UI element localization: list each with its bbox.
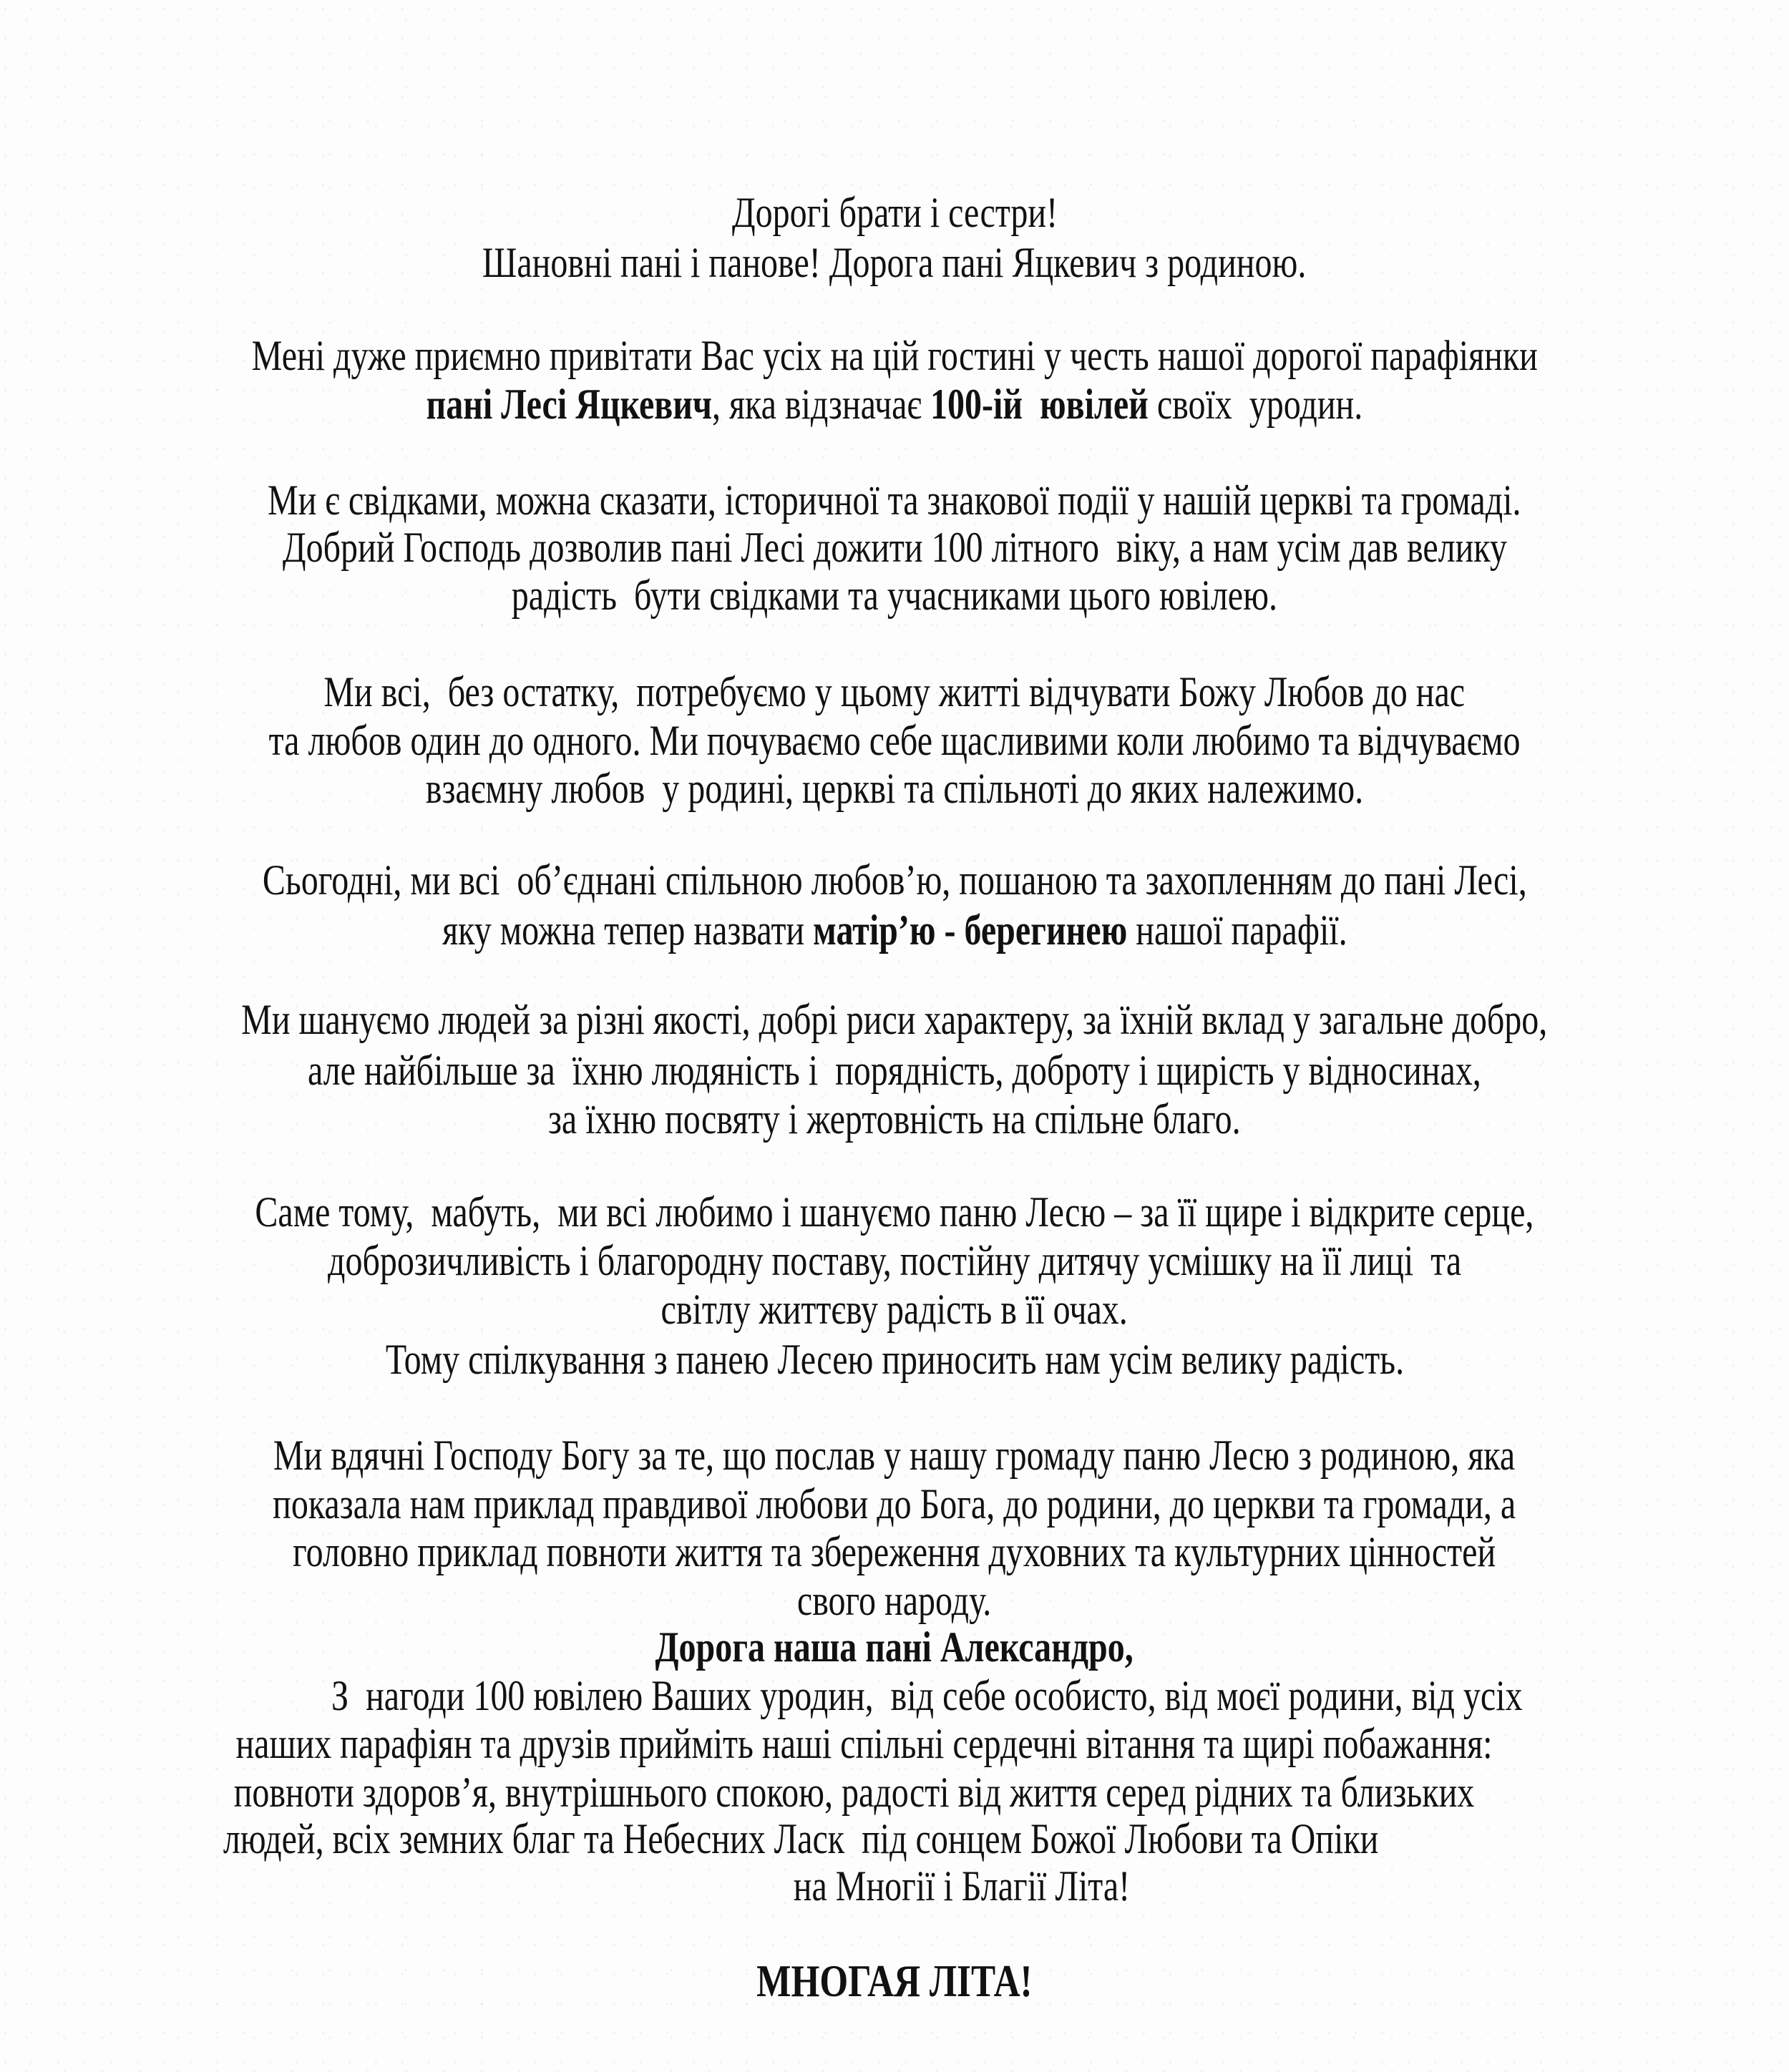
paragraph-5-line-2 — [0, 1045, 1789, 1095]
greeting-text-1: Дорогі брати і сестри! — [731, 189, 1058, 236]
paragraph-text: Саме тому, мабуть, ми всі любимо і шануємо паню Лесю – за її щире і відкрите серце, — [255, 1188, 1534, 1236]
paragraph-text: за їхню посвяту і жертовність на спільне благо. — [548, 1095, 1241, 1143]
paragraph-3-line-1 — [0, 667, 1789, 717]
paragraph-4-line-1 — [0, 855, 1789, 905]
address-line — [0, 1622, 1789, 1672]
paragraph-5-line-3 — [0, 1094, 1789, 1144]
paragraph-7-line-2 — [0, 1479, 1789, 1529]
paragraph-4-line-2 — [0, 905, 1789, 955]
closing-text: МНОГАЯ ЛІТА! — [756, 1955, 1033, 2006]
paragraph-text: Тому спілкування з панею Лесею приносить нам усім велику радість. — [385, 1336, 1404, 1383]
paragraph-2-line-2 — [0, 522, 1789, 572]
paragraph-text: Добрий Господь дозволив пані Лесі дожити 100 літного віку, а нам усім дав велику — [282, 524, 1507, 571]
text-segment: яку можна тепер назвати — [442, 906, 813, 954]
address-text — [655, 1622, 1134, 1672]
paragraph-text: Ми є свідками, можна сказати, історичної та знакової події у нашій церкві та громаді. — [268, 477, 1521, 524]
bold-jubilee: 100-ій ювілей — [930, 381, 1149, 428]
greeting-line-1 — [0, 187, 1789, 238]
text-segment: , яка відзначає — [712, 381, 931, 428]
text-segment: своїх уродин. — [1148, 381, 1363, 428]
paragraph-6-line-2 — [0, 1236, 1789, 1286]
paragraph-3-line-2 — [0, 715, 1789, 766]
paragraph-text: доброзичливість і благородну поставу, постійну дитячу усмішку на її лиці та — [327, 1237, 1462, 1284]
paragraph-8-line-1 — [182, 1671, 1757, 1721]
greeting-line-2 — [0, 238, 1789, 288]
paragraph-text: Сьогодні, ми всі об’єднані спільною любов’ю, пошаною та захопленням до пані Лесі, — [262, 856, 1527, 904]
paragraph-text: людей, всіх земних благ та Небесних Ласк під сонцем Божої Любови та Опіки — [223, 1815, 1379, 1862]
greeting-text-2: Шановні пані і панове! Дорога пані Яцкевич з родиною. — [482, 239, 1307, 286]
paragraph-text: радість бути свідками та учасниками цього ювілею. — [511, 572, 1278, 619]
paragraph-text: головно приклад повноти життя та збереження духовних та культурних цінностей — [293, 1528, 1496, 1575]
paragraph-6-line-3 — [0, 1284, 1789, 1334]
paragraph-7-line-3 — [0, 1527, 1789, 1577]
paragraph-text: взаємну любов у родині, церкві та спільноті до яких належимо. — [425, 765, 1364, 812]
bold-phrase: матір’ю - берегинею — [812, 906, 1127, 954]
paragraph-7-line-4 — [0, 1575, 1789, 1626]
paragraph-8-line-5 — [751, 1861, 1610, 1911]
text-segment: нашої парафії. — [1126, 906, 1347, 954]
paragraph-6-line-1 — [0, 1187, 1789, 1237]
paragraph-5-line-1 — [0, 995, 1789, 1045]
paragraph-text: З нагоди 100 ювілею Ваших уродин, від себе особисто, від моєї родини, від усіх — [331, 1672, 1523, 1719]
paragraph-text: Ми всі, без остатку, потребуємо у цьому житті відчувати Божу Любов до нас — [323, 668, 1466, 715]
paragraph-text: але найбільше за їхню людяність і порядність, доброту і щирість у відносинах, — [308, 1047, 1481, 1094]
paragraph-1-line-2 — [0, 379, 1789, 429]
paragraph-text: світлу життєву радість в її очах. — [660, 1286, 1129, 1333]
paragraph-text: Ми шануємо людей за різні якості, добрі риси характеру, за їхній вклад у загальне добро, — [241, 996, 1548, 1043]
paragraph-text: свого народу. — [797, 1577, 992, 1624]
bold-name: пані Лесі Яцкевич — [426, 381, 713, 428]
paragraph-text — [426, 379, 1363, 429]
paragraph-3-line-3 — [0, 763, 1789, 813]
paragraph-text: та любов один до одного. Ми почуваємо себе щасливими коли любимо та відчуваємо — [268, 717, 1521, 764]
paragraph-text: Ми вдячні Господу Богу за те, що послав у нашу громаду паню Лесю з родиною, яка — [273, 1432, 1516, 1479]
paragraph-text — [442, 905, 1347, 955]
paragraph-1-line-1 — [0, 331, 1789, 381]
paragraph-text: на Многії і Благії Літа! — [793, 1862, 1131, 1910]
paragraph-8-line-4 — [79, 1814, 1725, 1864]
paragraph-text: повноти здоров’я, внутрішнього спокою, радості від життя серед рідних та близьких — [233, 1769, 1475, 1816]
paragraph-text: показала нам приклад правдивої любови до Бога, до родини, до церкви та громади, а — [273, 1480, 1516, 1528]
paragraph-8-line-3 — [79, 1767, 1725, 1817]
paragraph-text: наших парафіян та друзів прийміть наші спільні сердечні вітання та щирі побажання: — [235, 1720, 1493, 1767]
paragraph-2-line-3 — [0, 570, 1789, 620]
paragraph-2-line-1 — [0, 475, 1789, 525]
paragraph-7-line-1 — [0, 1430, 1789, 1480]
address-bold: Дорога наша пані Александро, — [655, 1623, 1134, 1671]
closing-line — [0, 1956, 1789, 2006]
paragraph-8-line-2 — [79, 1719, 1725, 1769]
paragraph-6-line-4 — [0, 1334, 1789, 1384]
paragraph-text: Мені дуже приємно привітати Вас усіх на цій гостині у честь нашої дорогої парафіянки — [251, 332, 1538, 379]
